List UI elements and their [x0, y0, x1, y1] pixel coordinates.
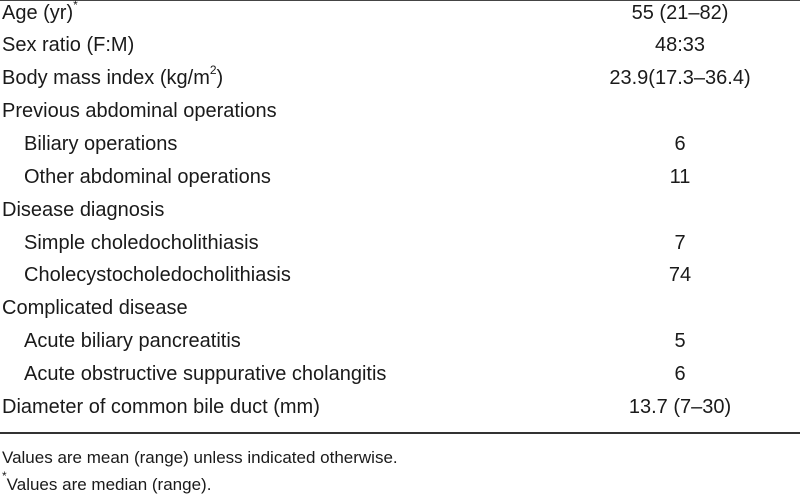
row-value: 48:33 — [654, 34, 706, 56]
table-row-bmi — [0, 62, 800, 94]
table-row-disease-diagnosis — [0, 194, 800, 226]
footnote-mean-range: Values are mean (range) unless indicated otherwise. — [2, 448, 398, 467]
footnote-marker: * — [2, 469, 7, 483]
table-footnotes — [2, 444, 398, 498]
row-value: 74 — [668, 264, 692, 286]
table-bottom-rule — [0, 432, 800, 434]
row-label: Diameter of common bile duct (mm) — [2, 396, 320, 418]
row-label: Age (yr)* — [2, 0, 78, 24]
table-row-sex-ratio — [0, 29, 800, 61]
row-label: Simple choledocholithiasis — [24, 232, 259, 254]
row-label: Body mass index $(kg/m^2)$ — [2, 63, 224, 89]
table-row-acute-cholangitis — [0, 358, 800, 390]
row-value: 5 — [674, 330, 686, 352]
row-label: Acute obstructive suppurative cholangitis — [24, 363, 387, 385]
section-heading: Complicated disease — [2, 297, 188, 319]
footnote-median-range: *Values are median (range). — [2, 469, 212, 494]
table-row-previous-operations — [0, 95, 800, 127]
row-label: Biliary operations — [24, 133, 178, 155]
row-value: 7 — [674, 232, 686, 254]
section-heading: Previous abdominal operations — [2, 100, 277, 122]
table-row-acute-biliary-pancreatitis — [0, 325, 800, 357]
table-row-age — [0, 0, 800, 29]
row-value: 13.7 (7–30) — [628, 396, 732, 418]
row-value: 11 — [669, 166, 691, 188]
row-label: Cholecystocholedocholithiasis — [24, 264, 291, 286]
row-value: 55 (21–82) — [631, 2, 729, 24]
row-label: Acute biliary pancreatitis — [24, 330, 241, 352]
table-row-biliary-operations — [0, 128, 800, 160]
table-row-simple-choledocholithiasis — [0, 227, 800, 259]
table-row-other-operations — [0, 161, 800, 193]
row-value: 6 — [674, 133, 686, 155]
row-value: 6 — [674, 363, 686, 385]
table-row-bile-duct-diameter — [0, 391, 800, 423]
section-heading: Disease diagnosis — [2, 199, 165, 221]
row-value: 23.9(17.3–36.4) — [609, 67, 751, 89]
table-row-cholecystocholedocholithiasis — [0, 259, 800, 291]
superscript: 2 — [209, 63, 217, 77]
footnote-marker: * — [73, 0, 78, 12]
row-label: Other abdominal operations — [24, 166, 271, 188]
row-label: Sex ratio (F:M) — [2, 34, 135, 56]
table-row-complicated-disease — [0, 292, 800, 324]
